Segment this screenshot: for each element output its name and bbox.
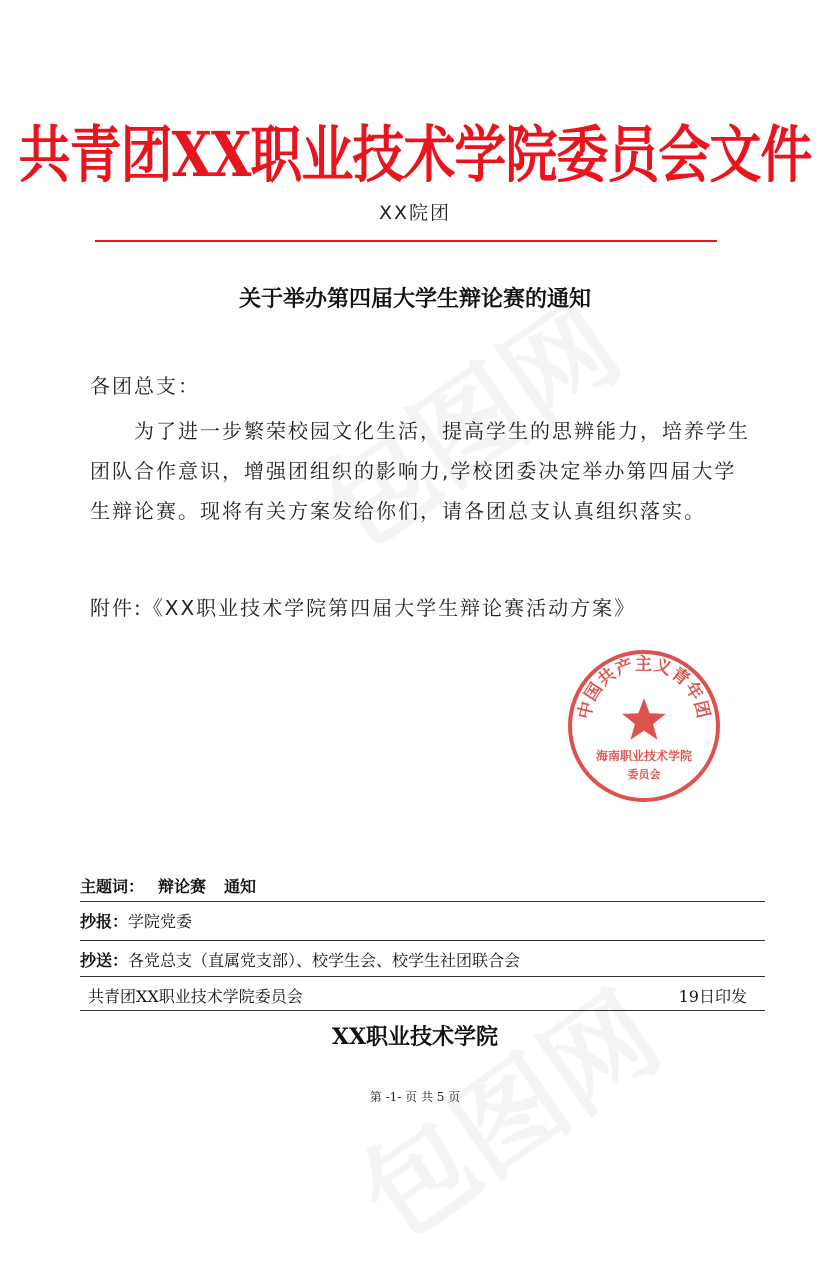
subject-label: 主题词： (80, 877, 145, 896)
report-label: 抄报： (80, 912, 129, 931)
table-rule (80, 901, 765, 902)
notice-title: 关于举办第四届大学生辩论赛的通知 (238, 286, 591, 312)
issuer-code: XX院团 (378, 202, 452, 224)
issue-row (80, 984, 765, 1007)
attachment-line: 附件:《XX职业技术学院第四届大学生辩论赛活动方案》 (90, 596, 637, 620)
subject-word: 通知 (224, 877, 257, 896)
table-rule (80, 976, 765, 977)
report-row (80, 909, 765, 932)
salutation: 各团总支： (90, 374, 200, 398)
report-value: 学院党委 (128, 912, 193, 931)
table-rule (80, 1010, 765, 1011)
college-name: XX职业技术学院 (331, 1024, 499, 1050)
print-date: 19日印发 (678, 987, 747, 1006)
red-divider (95, 240, 717, 242)
document-red-header: 共青团XX职业技术学院委员会文件 (18, 119, 812, 192)
seal-inner-line2: 委员会 (627, 768, 661, 781)
cc-label: 抄送： (80, 951, 129, 970)
official-seal-icon (564, 646, 724, 806)
page-number: 第 -1- 页 共 5 页 (369, 1090, 461, 1104)
seal-inner-line1: 海南职业技术学院 (595, 749, 693, 763)
table-rule (80, 940, 765, 941)
issuing-body: 共青团XX职业技术学院委员会 (88, 987, 303, 1006)
cc-value: 各党总支（直属党支部）、校学生会、校学生社团联合会 (128, 951, 521, 970)
notice-body-paragraph: 为了进一步繁荣校园文化生活，提高学生的思辨能力，培养学生团队合作意识，增强团组织的影响力,学校团委决定举办第四届大学生辩论赛。现将有关方案发给你们，请各团总支认真组织落实。 (90, 419, 750, 523)
subject-row (80, 874, 765, 897)
seal-outer-text: 中国共产主义青年团 (574, 654, 714, 721)
subject-word: 辩论赛 (158, 877, 207, 896)
cc-row (80, 948, 765, 971)
